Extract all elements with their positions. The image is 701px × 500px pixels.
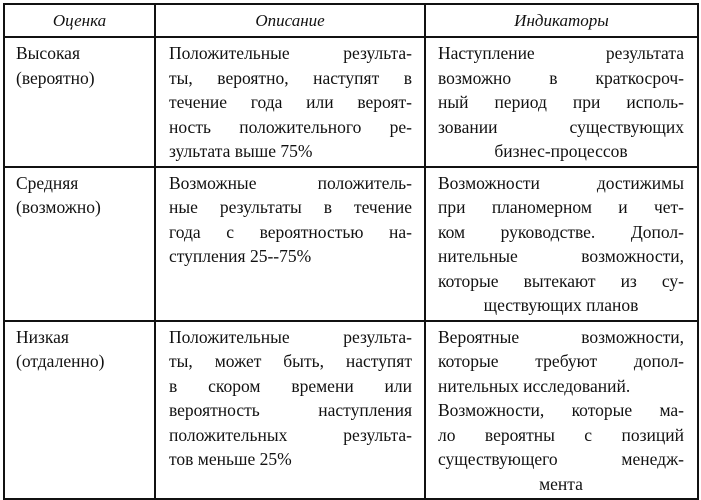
rating-line: Низкая bbox=[16, 326, 69, 347]
indicators-line: при планомерном и чет- bbox=[438, 197, 684, 217]
indicators-cell bbox=[425, 321, 698, 500]
rating-line: (отдаленно) bbox=[16, 351, 105, 371]
indicators-line: существующего менедж- bbox=[438, 449, 684, 469]
description-cell bbox=[155, 167, 425, 321]
header-row bbox=[4, 4, 698, 37]
rating-cell bbox=[4, 167, 155, 321]
rating-table bbox=[3, 3, 699, 500]
description-line: года с вероятностью на- bbox=[169, 221, 412, 242]
description-cell bbox=[155, 37, 425, 167]
rating-line: (возможно) bbox=[16, 197, 101, 217]
description-line: Положительные результа- bbox=[169, 326, 412, 347]
table-row bbox=[4, 37, 698, 167]
indicators-line: которые требуют допол- bbox=[438, 351, 684, 371]
rating-line: (вероятно) bbox=[16, 67, 95, 88]
description-line: течение года или вероят- bbox=[169, 92, 412, 112]
description-line: зультата выше 75% bbox=[169, 141, 313, 161]
description-line: вероятность наступления bbox=[169, 400, 412, 420]
indicators-line: возможно в краткосроч- bbox=[438, 67, 684, 88]
rating-line: Средняя bbox=[16, 172, 79, 193]
indicators-line: ный период при исполь- bbox=[438, 92, 684, 112]
header-rating: Оценка bbox=[4, 4, 155, 37]
indicators-line: Возможности достижимы bbox=[438, 172, 684, 193]
indicators-cell bbox=[425, 37, 698, 167]
description-line: Возможные положитель- bbox=[169, 172, 412, 193]
rating-cell bbox=[4, 37, 155, 167]
indicators-line: ком руководстве. Допол- bbox=[438, 221, 684, 242]
header-description: Описание bbox=[155, 4, 425, 37]
indicators-line: ществующих планов bbox=[483, 295, 639, 315]
header-indicators: Индикаторы bbox=[425, 4, 698, 37]
description-line: ступления 25--75% bbox=[169, 246, 312, 266]
description-cell bbox=[155, 321, 425, 500]
indicators-line: ло вероятны с позиций bbox=[438, 424, 684, 445]
indicators-line: нительных исследований. bbox=[438, 375, 631, 396]
rating-cell bbox=[4, 321, 155, 500]
indicators-line: Вероятные возможности, bbox=[438, 326, 684, 347]
indicators-line: нительные возможности, bbox=[438, 246, 684, 266]
indicators-line: зовании существующих bbox=[438, 116, 684, 137]
description-line: ты, вероятно, наступят в bbox=[169, 67, 412, 88]
description-line: Положительные результа- bbox=[169, 43, 412, 63]
table-row bbox=[4, 167, 698, 321]
description-line: ты, может быть, наступят bbox=[169, 351, 412, 371]
indicators-line: Наступление результата bbox=[438, 43, 684, 63]
rating-line: Высокая bbox=[16, 43, 81, 63]
indicators-line: бизнес-процессов bbox=[494, 141, 628, 161]
description-line: ность положительного ре- bbox=[169, 116, 412, 137]
indicators-line: Возможности, которые ма- bbox=[438, 400, 684, 420]
indicators-line: мента bbox=[539, 473, 583, 494]
indicators-cell bbox=[425, 167, 698, 321]
description-line: ные результаты в течение bbox=[169, 197, 412, 217]
description-line: в скором времени или bbox=[169, 375, 412, 396]
description-line: тов меньше 25% bbox=[169, 449, 292, 469]
table-row bbox=[4, 321, 698, 500]
indicators-line: которые вытекают из су- bbox=[438, 270, 684, 291]
description-line: положительных результа- bbox=[169, 424, 412, 445]
